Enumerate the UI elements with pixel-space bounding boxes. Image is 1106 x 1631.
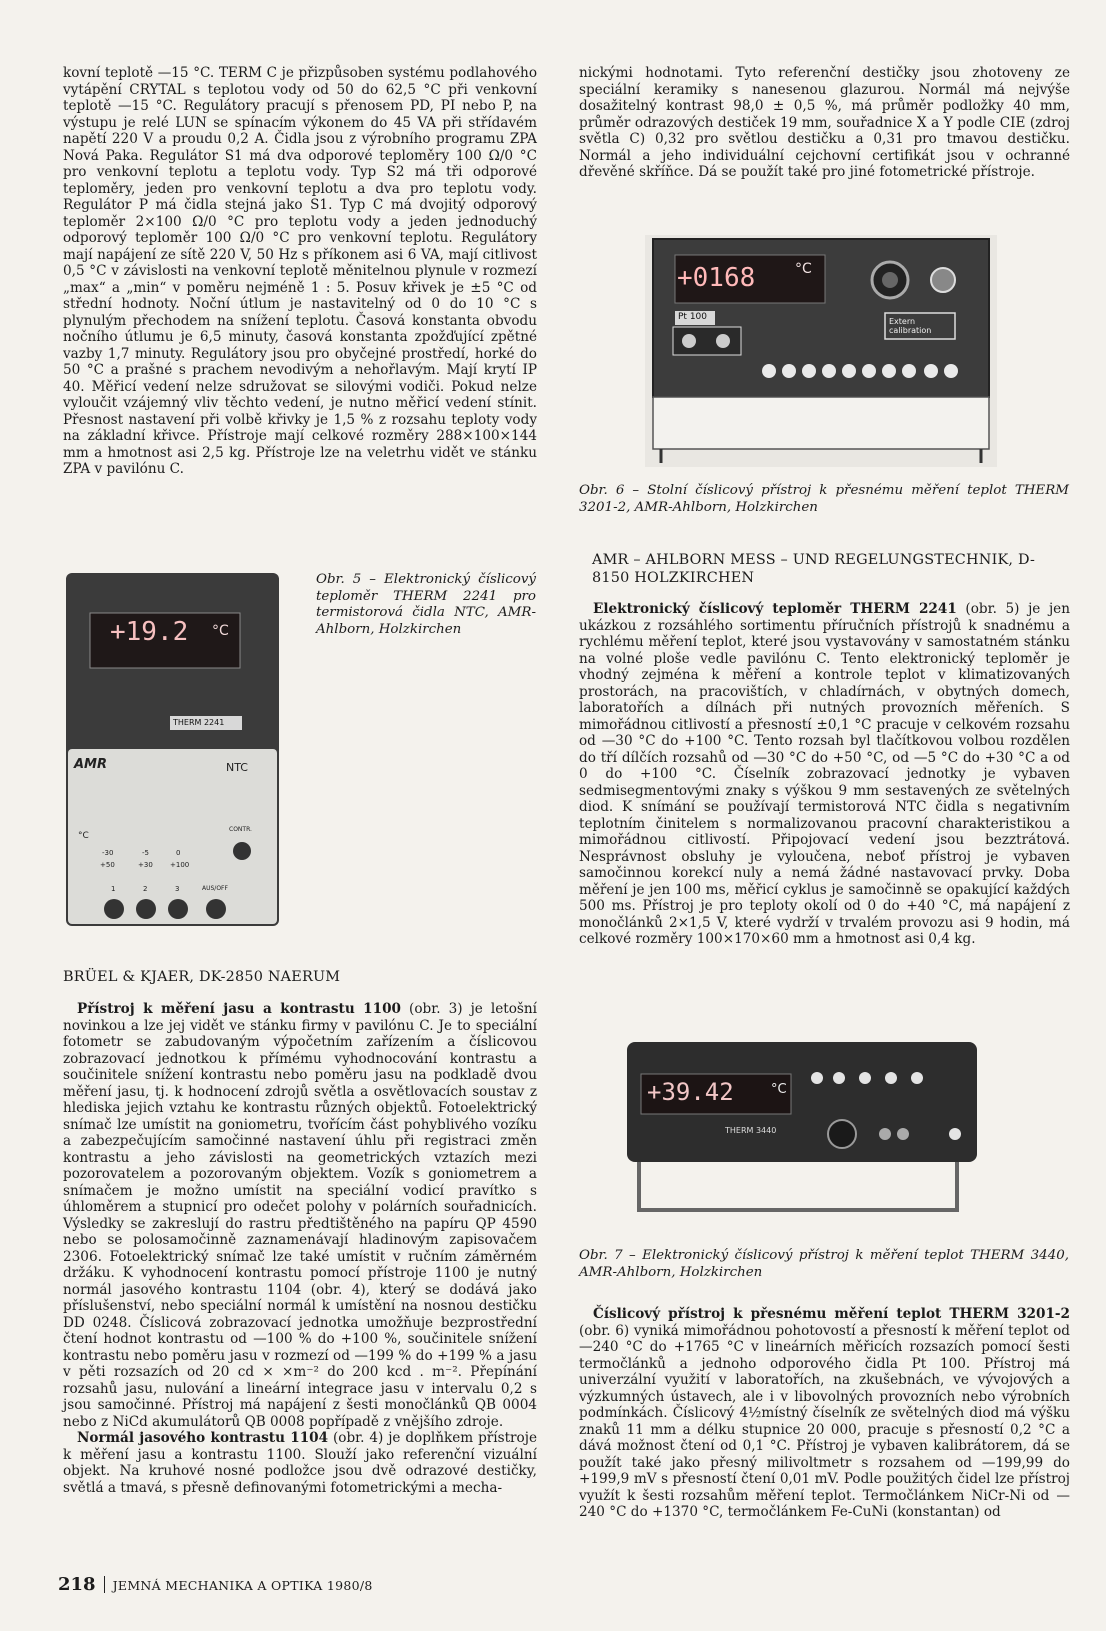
range-top-3: 0 <box>176 849 181 857</box>
therm-3201-text: (obr. 6) vyniká mimořádnou pohotovostí a přesností k měření teplot od —240 °C do +1765 °C v lineárních měřicích rozsazích pomocí šesti termočlánků a jednoho odporového čidla Pt 100. Přístroj má univerzální využití v laboratořích, na zkušebnách, ve vývojových a výzkumných ústavech, ale i v libovolných provozních nebo výrobních podmínkách. Číslicový 4½místný číselník ze světelných diod má výšku znaků 11 mm a délku stupnice 20 000, pracuje s přesností 0,2 °C a dává možnost čtení od 0,1 °C. Přístroj je vybaven kalibrátorem, dá se použít také jako přesný milivoltmetr s rozsahem od —199,99 do +199,9 mV s přesností čtení 0,01 mV. Podle použitých čidel lze přístroj využít k šesti rozsahům měření teplot. Termočlánkem NiCr-Ni od —240 °C do +1370 °C, termočlánkem Fe-CuNi (konstantan) od <box>579 1322 1070 1520</box>
right-column-therm2241 <box>579 601 1070 948</box>
paragraph-term-regulators: kovní teplotě —15 °C. TERM C je přizpůsoben systému podlahového vytápění CRYTAL s teplotou vody od 50 do 62,5 °C při venkovní teplotě —15 °C. Regulátory pracují s přenosem PD, PI nebo P, na výstupu je relé LUN se spínacím výkonem do 45 VA při střídavém napětí 220 V a proudu 0,2 A. Čidla jsou z výrobního programu ZPA Nová Paka. Regulátor S1 má dva odporové teploměry 100 Ω/0 °C pro venkovní teplotu a teplotu vody. Typ S2 má tři odporové teploměry, jeden pro venkovní teplotu a dva pro teplotu vody. Regulátor P má čidla stejná jako S1. Typ C má dvojitý odporový teploměr 2×100 Ω/0 °C pro teplotu vody a jeden jednoduchý odporový teploměr 100 Ω/0 °C pro venkovní teplotu. Regulátory mají napájení ze sítě 220 V, 50 Hz s příkonem asi 6 VA, mají citlivost 0,5 °C v závislosti na venkovní teplotě měnitelnou plynule v rozmezí „max“ a „min“ v poměru nejméně 1 : 5. Posuv křivek je ±5 °C od střední hodnoty. Noční útlum je nastavitelný od 0 do 10 °C s plynulým přechodem na snížení teplotu. Časová konstanta obvodu nočního útlumu je 6,5 minuty, časová konstanta zpožďující zpětné vazby 1,7 minuty. Regulátory jsou pro obyčejné prostředí, horké do 50 °C a prašné s prachem nevodivým a nehořlavým. Mají krytí IP 40. Měřicí vedení nelze sdružovat se silovými vodiči. Pokud nelze vyloučit vzájemný vliv těchto vedení, je nutno měřicí vedení stínit. Přesnost nastavení při volbě křivky je 1,5 % z rozsahu teploty vody na základní křivce. Přístroje mají celkové rozměry 288×100×144 mm a hmotnost asi 2,5 kg. Přístroje lze na veletrhu vidět ve stánku ZPA v pavilónu C. <box>63 65 537 477</box>
therm-3201-pt100-label: Pt 100 <box>678 312 707 322</box>
figure-7-therm-3440 <box>617 1038 987 1232</box>
therm-2241-text: (obr. 5) je jen ukázkou z rozsáhlého sortimentu příručních přístrojů k snadnému a rychlému měření teplot, které jsou vystavovány v samostatném stánku na volné ploše vedle pavilónu C. Tento elektronický teploměr je vhodný zejména k měření a kontrole teplot v klimatizovaných prostorách, na pracovištích, v chladírnách, v obytných domech, laboratořích a dílnách při nutných provozních měřeních. S mimořádnou citlivostí a přesností ±0,1 °C pracuje v celkovém rozsahu od —30 °C do +100 °C. Tento rozsah byl tlačítkovou volbou rozdělen do tří dílčích rozsahů od —30 °C do +50 °C, od —5 °C do +30 °C a od 0 do +100 °C. Číselník zobrazovací jednotky je vybaven sedmisegmentovými znaky s výškou 9 mm sestavených ze světelných diod. K snímání se používají termistorová NTC čidla s negativním teplotním činitelem s normalizovanou pracovní charakteristikou a mimořádnou citlivostí. Připojovací vedení jsou bezztrátová. Nesprávnost obsluhy je vyloučena, neboť přístroj je vybaven samočinnou korekcí nuly a nemá žádné nastavovací prvky. Doba měření je jen 100 ms, měřicí cyklus je samočinně se opakující každých 500 ms. Přístroj je pro teploty okolí od 0 do +40 °C, má napájení z monočlánků 2×1,5 V, které vydrží v trvalém provozu asi 9 hodin, má celkové rozměry 100×170×60 mm a hmotnost asi 0,4 kg. <box>579 601 1070 947</box>
left-column-top <box>63 65 537 478</box>
button-label-1: 1 <box>111 885 116 893</box>
therm-3440-model-label: THERM 3440 <box>725 1126 777 1135</box>
journal-name: JEMNÁ MECHANIKA A OPTIKA 1980/8 <box>112 1578 373 1593</box>
normal-1104-text: (obr. 4) je doplňkem přístroje k měření jasu a kontrastu 1100. Slouží jako referenční vizuální objekt. Na kruhové nosné podložce jsou dvě odrazové destičky, světlá a tmavá, s přesně definovanými fotometrickými a mecha- <box>63 1430 537 1496</box>
range-bottom-1: +50 <box>100 861 115 869</box>
paragraph-therm-2241 <box>579 601 1070 948</box>
button-label-3: 3 <box>175 885 180 893</box>
therm-3440-reading: +39.42 <box>647 1078 734 1106</box>
figure-6-caption: Obr. 6 – Stolní číslicový přístroj k přesnému měření teplot THERM 3201-2, AMR-Ahlborn, Holzkirchen <box>579 483 1069 515</box>
figure-6-therm-3201 <box>645 235 997 467</box>
page-footer <box>58 1574 373 1595</box>
paragraph-therm-3201 <box>579 1306 1070 1521</box>
therm-2241-reading: +19.2 <box>110 617 189 647</box>
button-label-off: AUS/OFF <box>202 885 228 892</box>
range-top-2: -5 <box>142 849 149 857</box>
therm-2241-unit-small: °C <box>78 831 89 841</box>
paragraph-normal-1104 <box>63 1430 537 1496</box>
figure-5-therm-2241 <box>66 573 279 926</box>
therm-2241-ntc-label: NTC <box>226 761 248 774</box>
range-top-1: -30 <box>102 849 114 857</box>
instrument-1100-lead: Přístroj k měření jasu a kontrastu 1100 <box>77 1001 401 1017</box>
figure-5-caption: Obr. 5 – Elektronický číslicový teploměr THERM 2241 pro termistorová čidla NTC, AMR-Ahlborn, Holzkirchen <box>316 572 536 637</box>
bruel-section-heading: BRÜEL & KJAER, DK-2850 NAERUM <box>63 969 341 985</box>
therm-2241-lead: Elektronický číslicový teploměr THERM 2241 <box>593 601 957 617</box>
amr-logo: AMR <box>74 757 108 772</box>
right-column-therm3201 <box>579 1306 1070 1521</box>
left-column-bruel <box>63 1001 537 1496</box>
therm-3201-extern-calibration-label: Extern calibration <box>889 317 932 335</box>
amr-section-heading: AMR – AHLBORN MESS – UND REGELUNGSTECHNIK, D-8150 HOLZKIRCHEN <box>592 552 1036 586</box>
range-bottom-3: +100 <box>170 861 190 869</box>
figure-7-caption: Obr. 7 – Elektronický číslicový přístroj k měření teplot THERM 3440, AMR-Ahlborn, Holzkirchen <box>579 1248 1069 1280</box>
therm-3201-unit: °C <box>795 261 812 277</box>
therm-3440-device-image <box>617 1038 987 1232</box>
paragraph-instrument-1100 <box>63 1001 537 1430</box>
instrument-1100-text: (obr. 3) je letošní novinkou a lze jej vidět ve stánku firmy v pavilónu C. Je to speciální fotometr se zabudovaným výpočetním zařízením a číslicovou zobrazovací jednotkou k přímému vyhodnocování kontrastu a součinitele snížení kontrastu nebo poměru jasu na podkladě dvou měření jasu, tj. k hodnocení zdrojů světla a osvětlovacích soustav z hlediska jejich vztahu ke kontrastu různých objektů. Fotoelektrický snímač lze umístit na goniometru, tvořícím část pohyblivého vozíku a zabezpečujícím samočinné nastavení úhlu při registraci změn kontrastu a jeho závislosti na geometrických vztazích mezi pozorovatelem a pozorovaným objektem. Vozík s goniometrem a snímačem je možno umístit na speciální vodicí pravítko s úhloměrem a stupnicí pro odečet polohy v polárních souřadnicích. Výsledky se zakreslují do rastru předtištěného na papíru QP 4590 nebo se polosamočinně zaznamenávají hladinovým zapisovačem 2306. Fotoelektrický snímač lze také umístit v ručním záměrném držáku. K vyhodnocení kontrastu pomocí přístroje 1100 je nutný normál jasového kontrastu 1104 (obr. 4), který se dodává jako příslušenství, nebo speciální normál k umístění na nosnou destičku DD 0248. Číslicová zobrazovací jednotka umožňuje bezprostřední čtení hodnot kontrastu od —100 % do +100 %, součinitele snížení kontrastu nebo poměru jasu v rozmezí od —199 % do +199 % a jasu v pěti rozsazích od 20 cd × ×m⁻² do 200 kcd . m⁻². Přepínání rozsahů jasu, nulování a lineární integrace jasu v intervalu 0,2 s jsou samočinné. Přístroj má napájení z šesti monočlánků QB 0004 nebo z NiCd akumulátorů QB 0008 popřípadě z vnějšího zdroje. <box>63 1001 537 1430</box>
button-label-2: 2 <box>143 885 148 893</box>
range-bottom-2: +30 <box>138 861 153 869</box>
therm-3201-lead: Číslicový přístroj k přesnému měření teplot THERM 3201-2 <box>593 1306 1070 1322</box>
therm-2241-contr-label: CONTR. <box>229 826 252 833</box>
footer-divider <box>104 1576 105 1593</box>
therm-2241-unit: °C <box>212 623 229 639</box>
paragraph-normal-continued: nickými hodnotami. Tyto referenční destičky jsou zhotoveny ze speciální keramiky s nanesenou glazurou. Normál má nejvýše dosažitelný kontrast 98,0 ± 0,5 %, má průměr podložky 40 mm, průměr odrazových destiček 19 mm, souřadnice X a Y podle CIE (zdroj světla C) 0,32 pro světlou destičku a 0,31 pro tmavou destičku. Normál a jeho individuální cejchovní certifikát jsou v ochranné dřevěné skříňce. Dá se použít také pro jiné fotometrické přístroje. <box>579 65 1070 180</box>
therm-3440-unit: °C <box>771 1082 787 1097</box>
therm-3201-reading: +0168 <box>677 263 756 293</box>
normal-1104-lead: Normál jasového kontrastu 1104 <box>77 1430 329 1446</box>
therm-2241-model-label: THERM 2241 <box>173 718 225 727</box>
page-number: 218 <box>58 1574 96 1595</box>
right-column-top <box>579 65 1070 181</box>
